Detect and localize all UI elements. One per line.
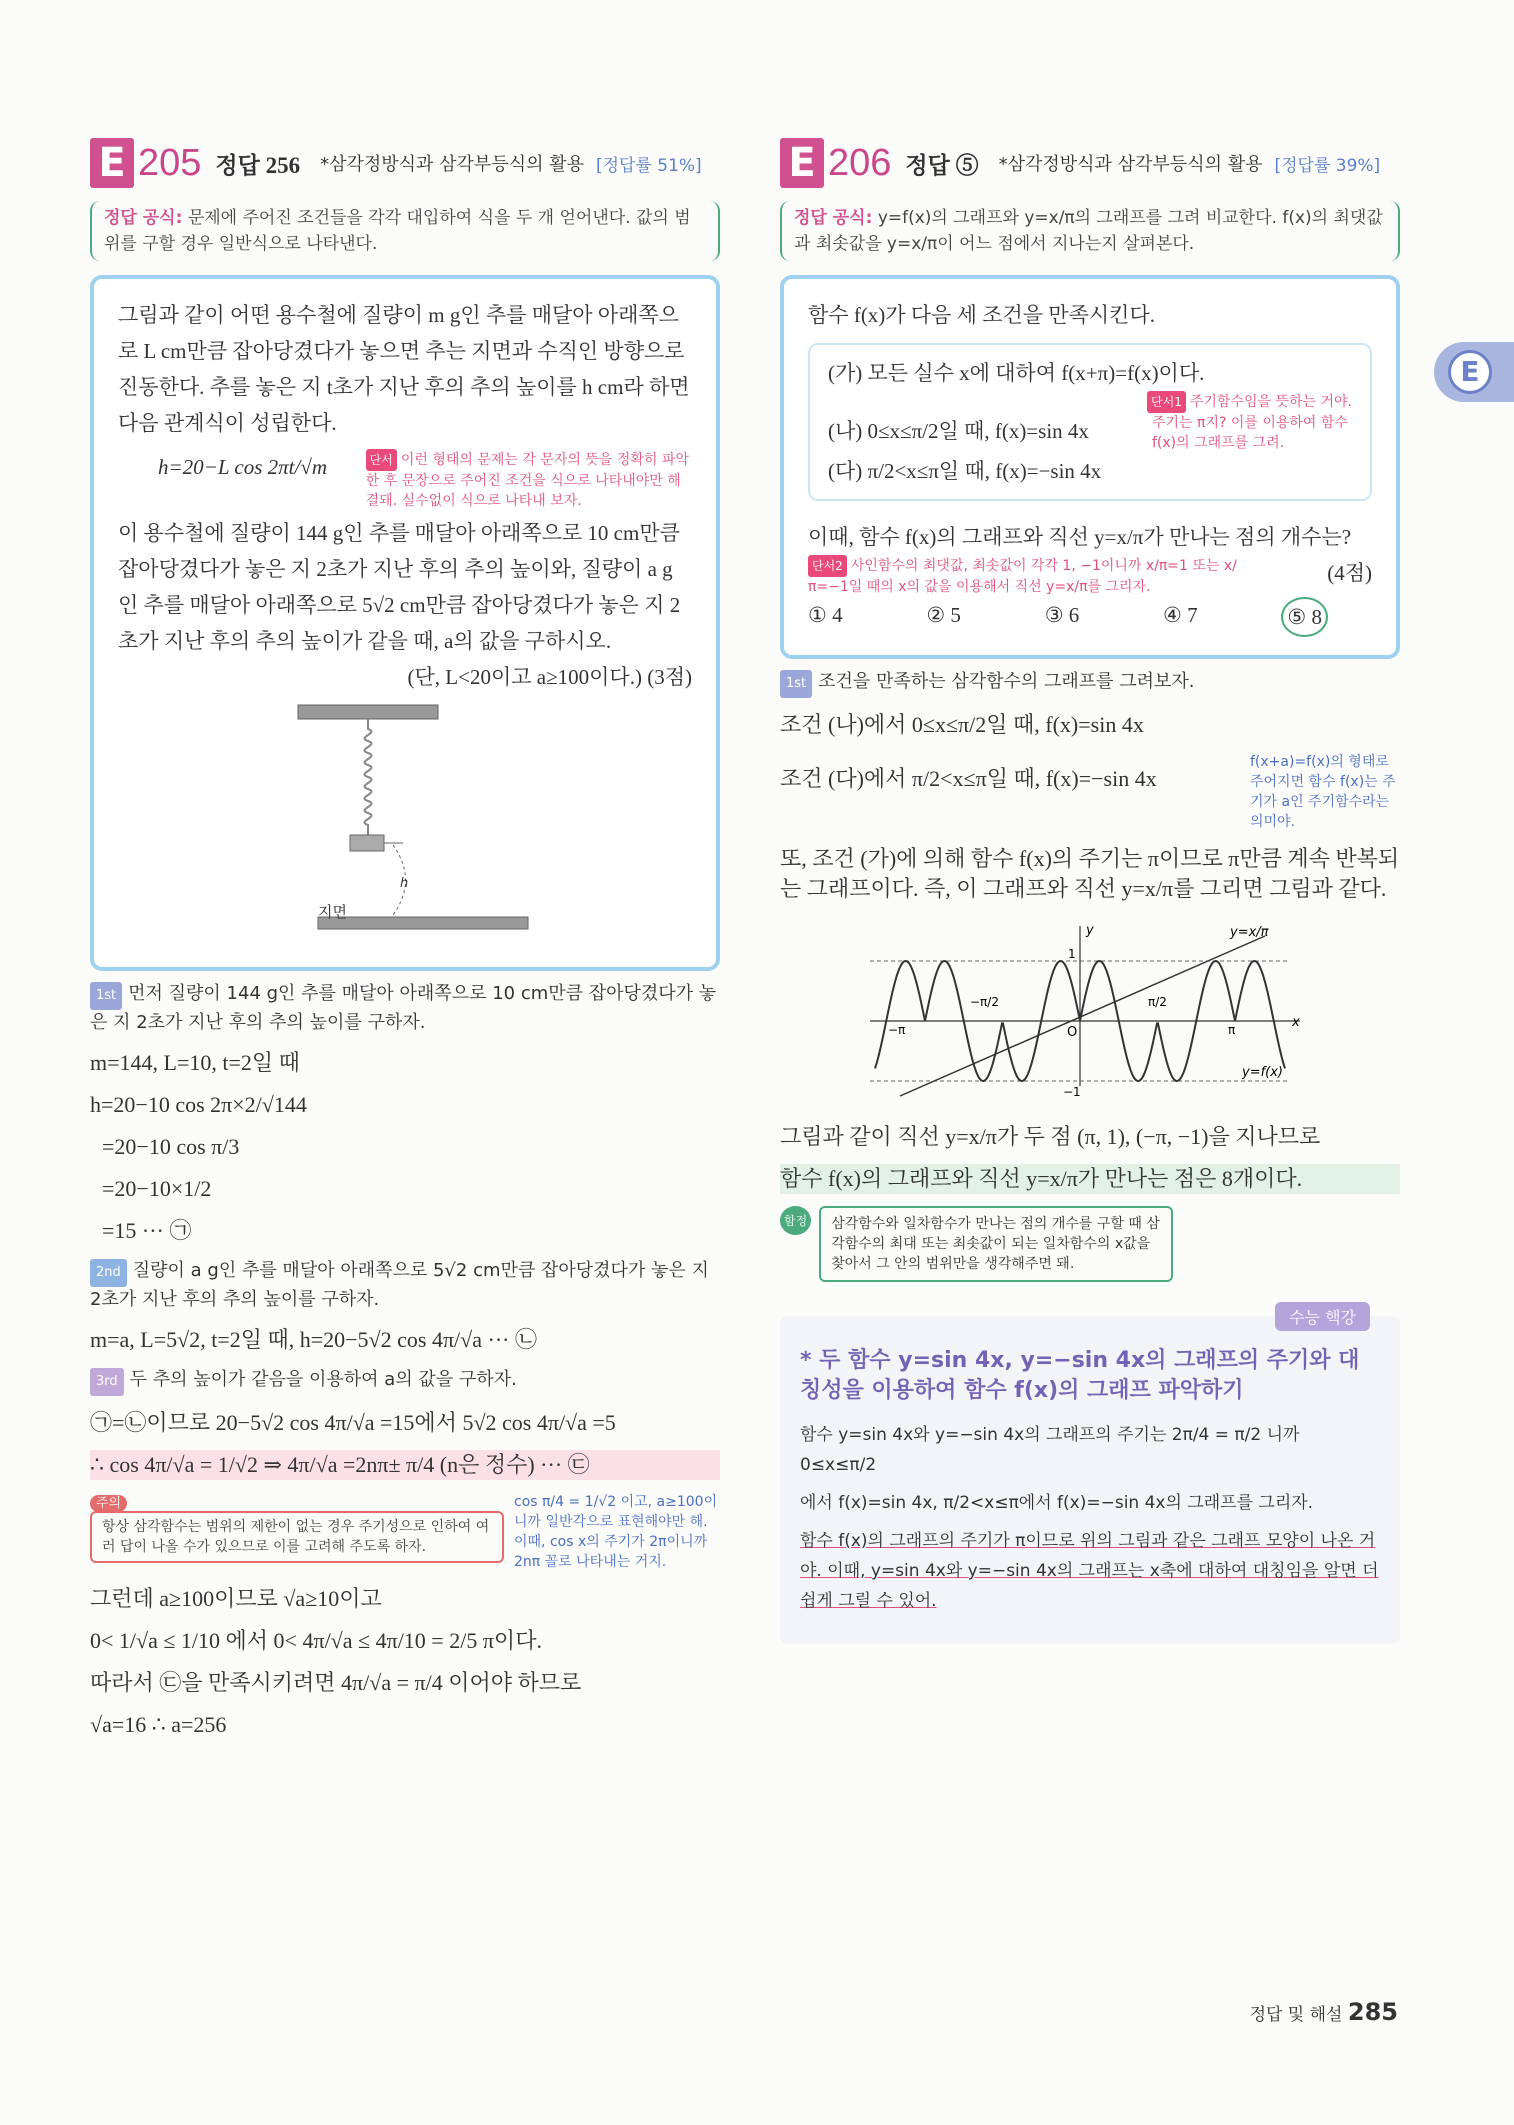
hint-text: 이런 형태의 문제는 각 문자의 뜻을 정확히 파악한 후 문장으로 주어진 조건을 식으로 나타내야만 해결돼. 실수없이 식으로 나타내 보자. [365, 452, 689, 509]
solution-line-3: =20−10 cos π/3 [102, 1134, 240, 1159]
problem-number: 206 [828, 141, 892, 184]
formula-label: 정답 공식: [794, 208, 873, 228]
csat-paragraph-2: 에서 f(x)=sin 4x, π/2<x≤π에서 f(x)=−sin 4x의 그래프를 그리자. [800, 1493, 1314, 1513]
correct-rate: [정답률 51%] [595, 155, 702, 176]
hint-1-more: 주기는 π지? 이를 이용하여 함수 f(x)의 그래프를 그려. [1152, 415, 1348, 451]
warning-block [90, 1492, 504, 1563]
x-half-pi-label: π/2 [1148, 995, 1167, 1009]
footer-label: 정답 및 해설 [1249, 2005, 1343, 2025]
solution-line-9: 그런데 a≥100이므로 √a≥10이고 [90, 1586, 382, 1611]
line-y-x-over-pi [900, 936, 1265, 1096]
answer-formula [90, 201, 720, 261]
answer-label: 정답 256 [215, 152, 301, 178]
solution-line-8: ∴ cos 4π/√a = 1/√2 ⇒ 4π/√a =2nπ± π/4 (n은 정수) ··· ㉢ [90, 1450, 720, 1480]
y-axis-label: y [1086, 923, 1094, 938]
solution-line-5: =15 ··· ㉠ [102, 1218, 192, 1243]
problem-paragraph-2: 이 용수철에 질량이 144 g인 추를 매달아 아래쪽으로 10 cm만큼 잡아당겼다가 놓은 지 2초가 지난 후의 추의 높이와, 질량이 a g인 추를 매달아 아래쪽으로 5√2 cm만큼 잡아당겼다가 놓은 지 2초가 지난 후의 추의 높이가 같을 때, a의 값을 구하시오. [118, 521, 681, 653]
answer-formula [780, 201, 1400, 261]
conditions-box [808, 343, 1372, 501]
step-3-badge: 3rd [90, 1368, 124, 1396]
topic-label: *삼각정방식과 삼각부등식의 활용 [320, 154, 584, 175]
section-e-badge: E [90, 138, 134, 188]
warning-row [90, 1492, 720, 1572]
hint-1-badge: 단서1 [1147, 391, 1186, 413]
formula-text: y=f(x)의 그래프와 y=x/π의 그래프를 그려 비교한다. f(x)의 최댓값과 최솟값을 y=x/π이 어느 점에서 지나는지 살펴본다. [794, 208, 1383, 254]
csat-core-box [780, 1308, 1400, 1644]
ground-bar [318, 917, 528, 929]
relation-row [118, 449, 692, 511]
hint-1 [828, 391, 1352, 413]
solution-line-4: =20−10×1/2 [102, 1176, 212, 1201]
hint-badge: 단서 [366, 449, 397, 471]
choice-5-selected[interactable]: ⑤ 8 [1281, 597, 1328, 637]
question: 이때, 함수 f(x)의 그래프와 직선 y=x/π가 만나는 점의 개수는? [808, 525, 1352, 549]
x-axis-label: x [1292, 1015, 1300, 1030]
points: (4점) [1327, 561, 1372, 585]
spring-figure [118, 695, 678, 945]
step-3-text: 두 추의 높이가 같음을 이용하여 a의 값을 구하자. [129, 1369, 517, 1390]
solution-line-12: √a=16 ∴ a=256 [90, 1712, 227, 1737]
step-2-text: 질량이 a g인 추를 매달아 아래쪽으로 5√2 cm만큼 잡아당겼다가 놓은 지 2초가 지난 후의 추의 높이를 구하자. [90, 1260, 709, 1310]
spring-icon [365, 719, 372, 835]
csat-tag: 수능 핵강 [1275, 1302, 1370, 1331]
step-2 [90, 1258, 720, 1313]
solution-line-5: 함수 f(x)의 그래프와 직선 y=x/π가 만나는 점은 8개이다. [780, 1164, 1400, 1194]
solution-line-11: 따라서 ㉢을 만족시키려면 4π/√a = π/4 이어야 하므로 [90, 1670, 582, 1695]
side-note: f(x+a)=f(x)의 형태로 주어지면 함수 f(x)는 주기가 a인 주기함수라는 의미야. [1250, 754, 1396, 830]
csat-paragraph-3: 함수 f(x)의 그래프의 주기가 π이므로 위의 그림과 같은 그래프 모양이 나온 거야. 이때, y=sin 4x와 y=−sin 4x의 그래프는 x축에 대하여 대칭임을 알면 더 쉽게 그릴 수 있어. [800, 1531, 1379, 1611]
solution-line-7: ㉠=㉡이므로 20−5√2 cos 4π/√a =15에서 5√2 cos 4π/√a =5 [90, 1410, 616, 1435]
problem-number: 205 [138, 141, 202, 184]
step-1-text: 먼저 질량이 144 g인 추를 매달아 아래쪽으로 10 cm만큼 잡아당겼다가 놓은 지 2초가 지난 후의 추의 높이를 구하자. [90, 983, 717, 1033]
problem-box [90, 275, 720, 971]
solution-row-2 [780, 752, 1400, 832]
solution-line-2: h=20−10 cos 2π×2/√144 [90, 1092, 307, 1117]
line-label: y=x/π [1230, 925, 1269, 940]
y-one-label: 1 [1068, 947, 1076, 961]
answer-label: 정답 ⑤ [905, 152, 979, 178]
solution-line-4: 그림과 같이 직선 y=x/π가 두 점 (π, 1), (−π, −1)을 지나므로 [780, 1124, 1321, 1149]
condition-b-row [828, 413, 1352, 453]
problem-box [780, 275, 1400, 659]
problem-intro: 함수 f(x)가 다음 세 조건을 만족시킨다. [808, 303, 1155, 327]
warning-badge: 주의 [90, 1495, 127, 1512]
page-number: 285 [1347, 1998, 1398, 2026]
hint-2 [808, 555, 1268, 597]
choice-1[interactable]: ① 4 [808, 603, 843, 627]
step-1-badge: 1st [90, 982, 122, 1010]
step-1-badge: 1st [780, 670, 812, 698]
curve-label: y=f(x) [1242, 1065, 1283, 1080]
x-minus-half-pi-label: −π/2 [970, 995, 999, 1009]
solution-line-3: 또, 조건 (가)에 의해 함수 f(x)의 주기는 π이므로 π만큼 계속 반복되는 그래프이다. 즉, 이 그래프와 직선 y=x/π를 그리면 그림과 같다. [780, 846, 1400, 901]
step-2-badge: 2nd [90, 1259, 127, 1287]
section-e-badge: E [780, 138, 824, 188]
choices [808, 597, 1328, 637]
hint-2-row [808, 555, 1372, 597]
x-pi-label: π [1228, 1023, 1236, 1037]
step-1 [780, 669, 1400, 698]
topic-label: *삼각정방식과 삼각부등식의 활용 [998, 154, 1263, 175]
trap-text: 삼각함수와 일차함수가 만나는 점의 개수를 구할 때 삼각함수의 최대 또는 최솟값이 되는 일차함수의 x값을 찾아서 그 안의 범위만을 생각해주면 돼. [819, 1206, 1173, 1282]
formula-label: 정답 공식: [104, 208, 183, 228]
warning-text: 항상 삼각함수는 범위의 제한이 없는 경우 주기성으로 인하여 여러 답이 나올 수가 있으므로 이를 고려해 주도록 하자. [90, 1511, 504, 1563]
csat-title: * 두 함수 y=sin 4x, y=−sin 4x의 그래프의 주기와 대칭성을 이용하여 함수 f(x)의 그래프 파악하기 [800, 1348, 1360, 1403]
page-footer [1250, 1998, 1398, 2026]
problem-header [780, 135, 1400, 191]
hint-2-text: 사인함수의 최댓값, 최솟값이 각각 1, −1이니까 x/π=1 또는 x/π=−1일 때의 x의 값을 이용해서 직선 y=x/π를 그리자. [808, 558, 1237, 595]
x-minus-pi-label: −π [888, 1023, 906, 1037]
condition-a: (가) 모든 실수 x에 대하여 f(x+π)=f(x)이다. [828, 361, 1205, 385]
problem-header [90, 135, 720, 191]
weight-block [350, 835, 384, 851]
relation-formula: h=20−L cos 2πt/√m [158, 455, 328, 479]
correct-rate: [정답률 39%] [1274, 155, 1381, 176]
solution-line-1: m=144, L=10, t=2일 때 [90, 1050, 300, 1075]
problem-condition: (단, L<20이고 a≥100이다.) (3점) [407, 665, 692, 689]
problem-206 [780, 135, 1400, 1644]
section-tab-letter: E [1448, 350, 1492, 394]
solution-line-2: 조건 (다)에서 π/2<x≤π일 때, f(x)=−sin 4x [780, 766, 1157, 791]
y-minus-one-label: −1 [1063, 1085, 1081, 1099]
step-1 [90, 981, 720, 1036]
condition-c: (다) π/2<x≤π일 때, f(x)=−sin 4x [828, 459, 1102, 483]
formula-text: 문제에 주어진 조건들을 각각 대입하여 식을 두 개 얻어낸다. 값의 범위를 구할 경우 일반식으로 나타낸다. [104, 208, 691, 254]
ceiling-bar [298, 705, 438, 719]
hint-note [366, 449, 692, 511]
step-3 [90, 1367, 720, 1396]
step-1-text: 조건을 만족하는 삼각함수의 그래프를 그려보자. [818, 671, 1195, 692]
choice-3[interactable]: ③ 6 [1044, 603, 1080, 627]
csat-paragraph-1: 함수 y=sin 4x와 y=−sin 4x의 그래프의 주기는 2π/4 = π/2 니까 0≤x≤π/2 [800, 1425, 1300, 1475]
problem-paragraph-1: 그림과 같이 어떤 용수철에 질량이 m g인 추를 매달아 아래쪽으로 L cm만큼 잡아당겼다가 놓으면 추는 지면과 수직인 방향으로 진동한다. 추를 놓은 지 t초가 지난 후의 추의 높이를 h cm라 하면 다음 관계식이 성립한다. [118, 303, 690, 435]
problem-205 [90, 135, 720, 1752]
solution-line-1: 조건 (나)에서 0≤x≤π/2일 때, f(x)=sin 4x [780, 712, 1144, 737]
function-graph [780, 916, 1400, 1106]
choice-2[interactable]: ② 5 [926, 603, 961, 627]
origin-label: O [1067, 1025, 1078, 1040]
side-note: cos π/4 = 1/√2 이고, a≥100이니까 일반각으로 표현해야만 해. 이때, cos x의 주기가 2π이니까 2nπ 꼴로 나타내는 거지. [514, 1494, 718, 1570]
hint-1-text: 주기함수임을 뜻하는 거야. [1189, 394, 1352, 410]
solution-line-10: 0< 1/√a ≤ 1/10 에서 0< 4π/√a ≤ 4π/10 = 2/5 π이다. [90, 1628, 542, 1653]
ground-label: 지면 [318, 903, 347, 921]
trap-tip [780, 1206, 1400, 1282]
h-label: h [400, 876, 409, 891]
condition-b: (나) 0≤x≤π/2일 때, f(x)=sin 4x [828, 419, 1089, 443]
trap-badge: 함정 [780, 1206, 811, 1235]
hint-2-badge: 단서2 [808, 555, 847, 577]
section-tab[interactable] [1434, 342, 1514, 402]
solution-line-6: m=a, L=5√2, t=2일 때, h=20−5√2 cos 4π/√a ··· ㉡ [90, 1327, 537, 1352]
choice-4[interactable]: ④ 7 [1163, 603, 1198, 627]
